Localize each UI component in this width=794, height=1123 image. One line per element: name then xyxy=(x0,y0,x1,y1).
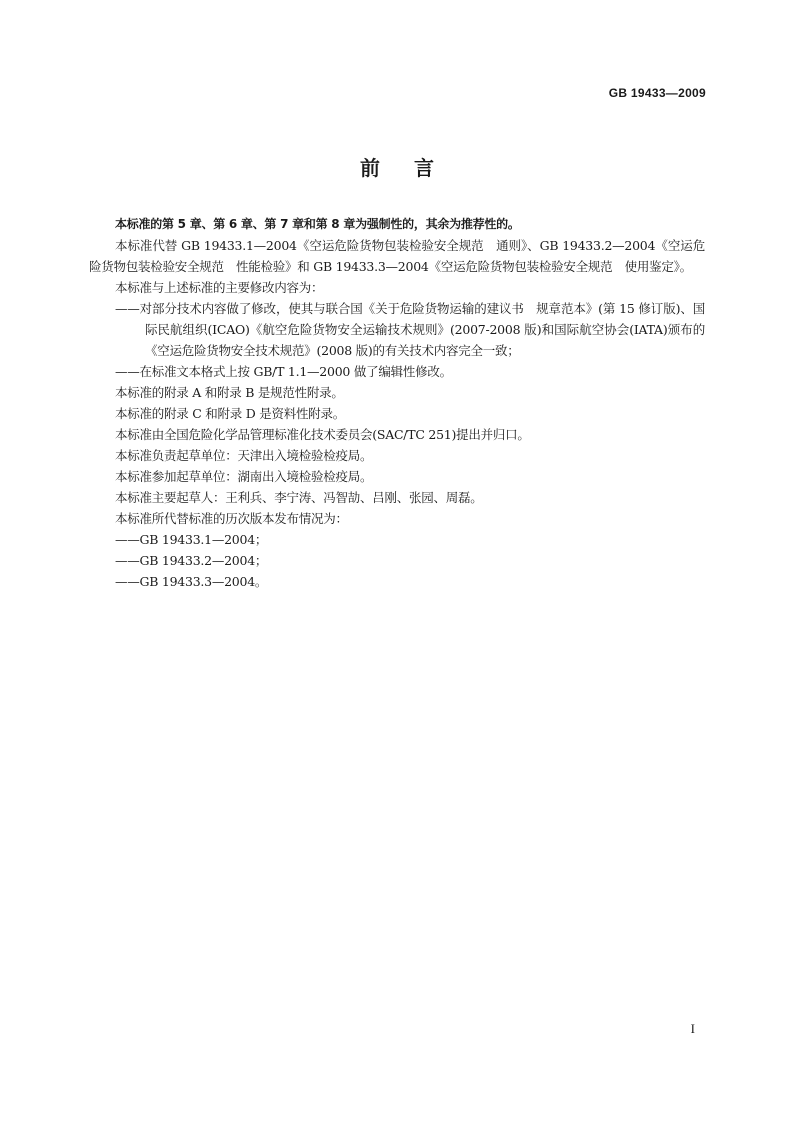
page-number: I xyxy=(690,1021,695,1036)
history-item: ——GB 19433.3—2004。 xyxy=(115,574,268,589)
drafting-unit-statement: 本标准负责起草单位：天津出入境检验检疫局。 xyxy=(115,448,373,463)
history-item: ——GB 19433.2—2004； xyxy=(115,553,268,568)
history-intro: 本标准所代替标准的历次版本发布情况为： xyxy=(115,511,348,526)
mandatory-clause-statement: 本标准的第 5 章、第 6 章、第 7 章和第 8 章为强制性的，其余为推荐性的。 xyxy=(115,217,520,231)
participating-unit-statement: 本标准参加起草单位：湖南出入境检验检疫局。 xyxy=(115,469,373,484)
standard-code: GB 19433—2009 xyxy=(608,86,706,100)
normative-annex-statement: 本标准的附录 A 和附录 B 是规范性附录。 xyxy=(115,385,344,400)
replacement-statement: 本标准代替 GB 19433.1—2004《空运危险货物包装检验安全规范 通则》、GB 19433.2—2004《空运危险货物包装检验安全规范 性能检验》和 GB 19433.3—2004《空运危险货物包装检验安全规范 使用鉴定》。 xyxy=(89,238,705,274)
modification-item-technical: ——对部分技术内容做了修改，使其与联合国《关于危险货物运输的建议书 规章范本》(第 15 修订版)、国际民航组织(ICAO)《航空危险货物安全运输技术规则》(2007-2008 版)和国际航空协会(IATA)颁布的《空运危险货物安全技术规范》(2008 版)的有关技术内容完全一致； xyxy=(115,301,705,358)
history-item: ——GB 19433.1—2004； xyxy=(115,532,268,547)
informative-annex-statement: 本标准的附录 C 和附录 D 是资料性附录。 xyxy=(115,406,345,421)
modification-item-editorial: ——在标准文本格式上按 GB/T 1.1—2000 做了编辑性修改。 xyxy=(115,364,452,379)
drafters-statement: 本标准主要起草人：王利兵、李宁涛、冯智劼、吕刚、张园、周磊。 xyxy=(115,490,483,505)
modification-intro: 本标准与上述标准的主要修改内容为： xyxy=(115,280,324,295)
document-body xyxy=(89,214,705,592)
page-title: 前言 xyxy=(360,156,468,180)
committee-statement: 本标准由全国危险化学品管理标准化技术委员会(SAC/TC 251)提出并归口。 xyxy=(115,427,530,442)
